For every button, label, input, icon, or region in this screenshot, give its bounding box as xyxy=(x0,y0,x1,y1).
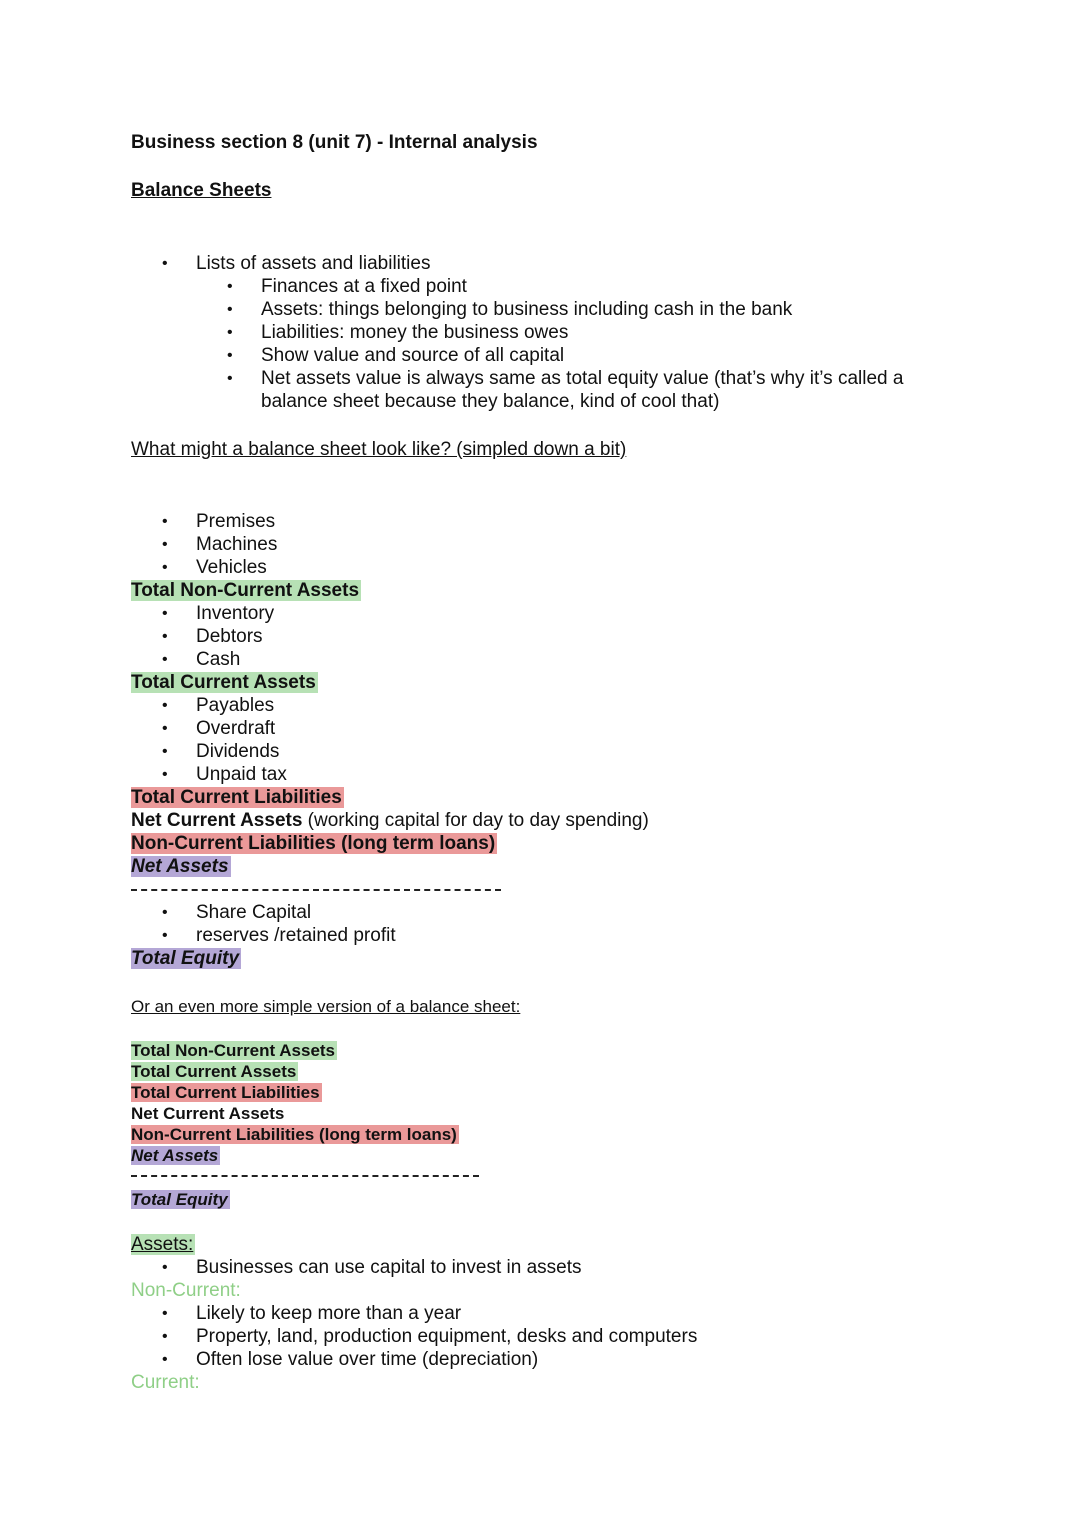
simple-total-non-current-assets: Total Non-Current Assets xyxy=(131,1041,336,1060)
net-current-assets-line xyxy=(131,809,1011,832)
current-asset-item: • Cash xyxy=(131,648,1011,671)
intro-sub-item: • Liabilities: money the business owes xyxy=(131,321,1011,344)
simple-balance-sheet xyxy=(131,1040,1011,1210)
assets-heading: Assets: xyxy=(131,1234,194,1255)
intro-sub-item: • Finances at a fixed point xyxy=(131,275,1011,298)
simple-net-assets: Net Assets xyxy=(131,1146,219,1165)
net-assets: Net Assets xyxy=(131,856,229,877)
liability-item: • Unpaid tax xyxy=(131,763,1011,786)
simple-non-current-liabilities: Non-Current Liabilities (long term loans) xyxy=(131,1125,457,1144)
dashed-divider xyxy=(131,878,1011,901)
non-current-detail-item: • Often lose value over time (depreciation) xyxy=(131,1348,1011,1371)
liability-item: • Overdraft xyxy=(131,717,1011,740)
current-label: Current: xyxy=(131,1372,200,1393)
non-current-liabilities: Non-Current Liabilities (long term loans) xyxy=(131,833,496,854)
simple-total-current-assets: Total Current Assets xyxy=(131,1062,297,1081)
non-current-asset-item: • Machines xyxy=(131,533,1011,556)
total-current-assets: Total Current Assets xyxy=(131,672,316,693)
intro-sub-item: • Assets: things belonging to business including cash in the bank xyxy=(131,298,1011,321)
liability-item: • Dividends xyxy=(131,740,1011,763)
non-current-detail-item: • Property, land, production equipment, desks and computers xyxy=(131,1325,1011,1348)
assets-section xyxy=(131,1233,1011,1394)
simple-total-current-liabilities: Total Current Liabilities xyxy=(131,1083,320,1102)
document-title: Business section 8 (unit 7) - Internal analysis xyxy=(131,132,538,153)
current-asset-item: • Debtors xyxy=(131,625,1011,648)
section-heading-balance-sheets: Balance Sheets xyxy=(131,180,272,201)
net-current-assets-label: Net Current Assets xyxy=(131,810,303,831)
total-current-liabilities: Total Current Liabilities xyxy=(131,787,342,808)
assets-intro-item: • Businesses can use capital to invest in assets xyxy=(131,1256,1011,1279)
intro-sub-item: • Net assets value is always same as total equity value (that’s why it’s called a balance sheet because they balance, kind of cool that) xyxy=(131,367,941,413)
net-current-assets-note: (working capital for day to day spending) xyxy=(302,810,649,831)
current-asset-item: • Inventory xyxy=(131,602,1011,625)
example-heading: What might a balance sheet look like? (simpled down a bit) xyxy=(131,439,627,460)
total-equity: Total Equity xyxy=(131,948,240,969)
total-non-current-assets: Total Non-Current Assets xyxy=(131,580,360,601)
intro-list xyxy=(131,252,1011,413)
simple-total-equity: Total Equity xyxy=(131,1190,228,1209)
document-page xyxy=(131,130,1011,1394)
equity-item: • reserves /retained profit xyxy=(131,924,1011,947)
balance-sheet-example xyxy=(131,510,1011,970)
simple-heading: Or an even more simple version of a balance sheet: xyxy=(131,997,521,1016)
non-current-detail-item: • Likely to keep more than a year xyxy=(131,1302,1011,1325)
non-current-asset-item: • Premises xyxy=(131,510,1011,533)
liability-item: • Payables xyxy=(131,694,1011,717)
equity-item: • Share Capital xyxy=(131,901,1011,924)
non-current-label: Non-Current: xyxy=(131,1280,241,1301)
simple-dashed-divider xyxy=(131,1166,1011,1189)
simple-net-current-assets: Net Current Assets xyxy=(131,1104,285,1123)
intro-sub-item: • Show value and source of all capital xyxy=(131,344,1011,367)
non-current-asset-item: • Vehicles xyxy=(131,556,1011,579)
intro-main-item: • Lists of assets and liabilities xyxy=(131,252,1011,275)
